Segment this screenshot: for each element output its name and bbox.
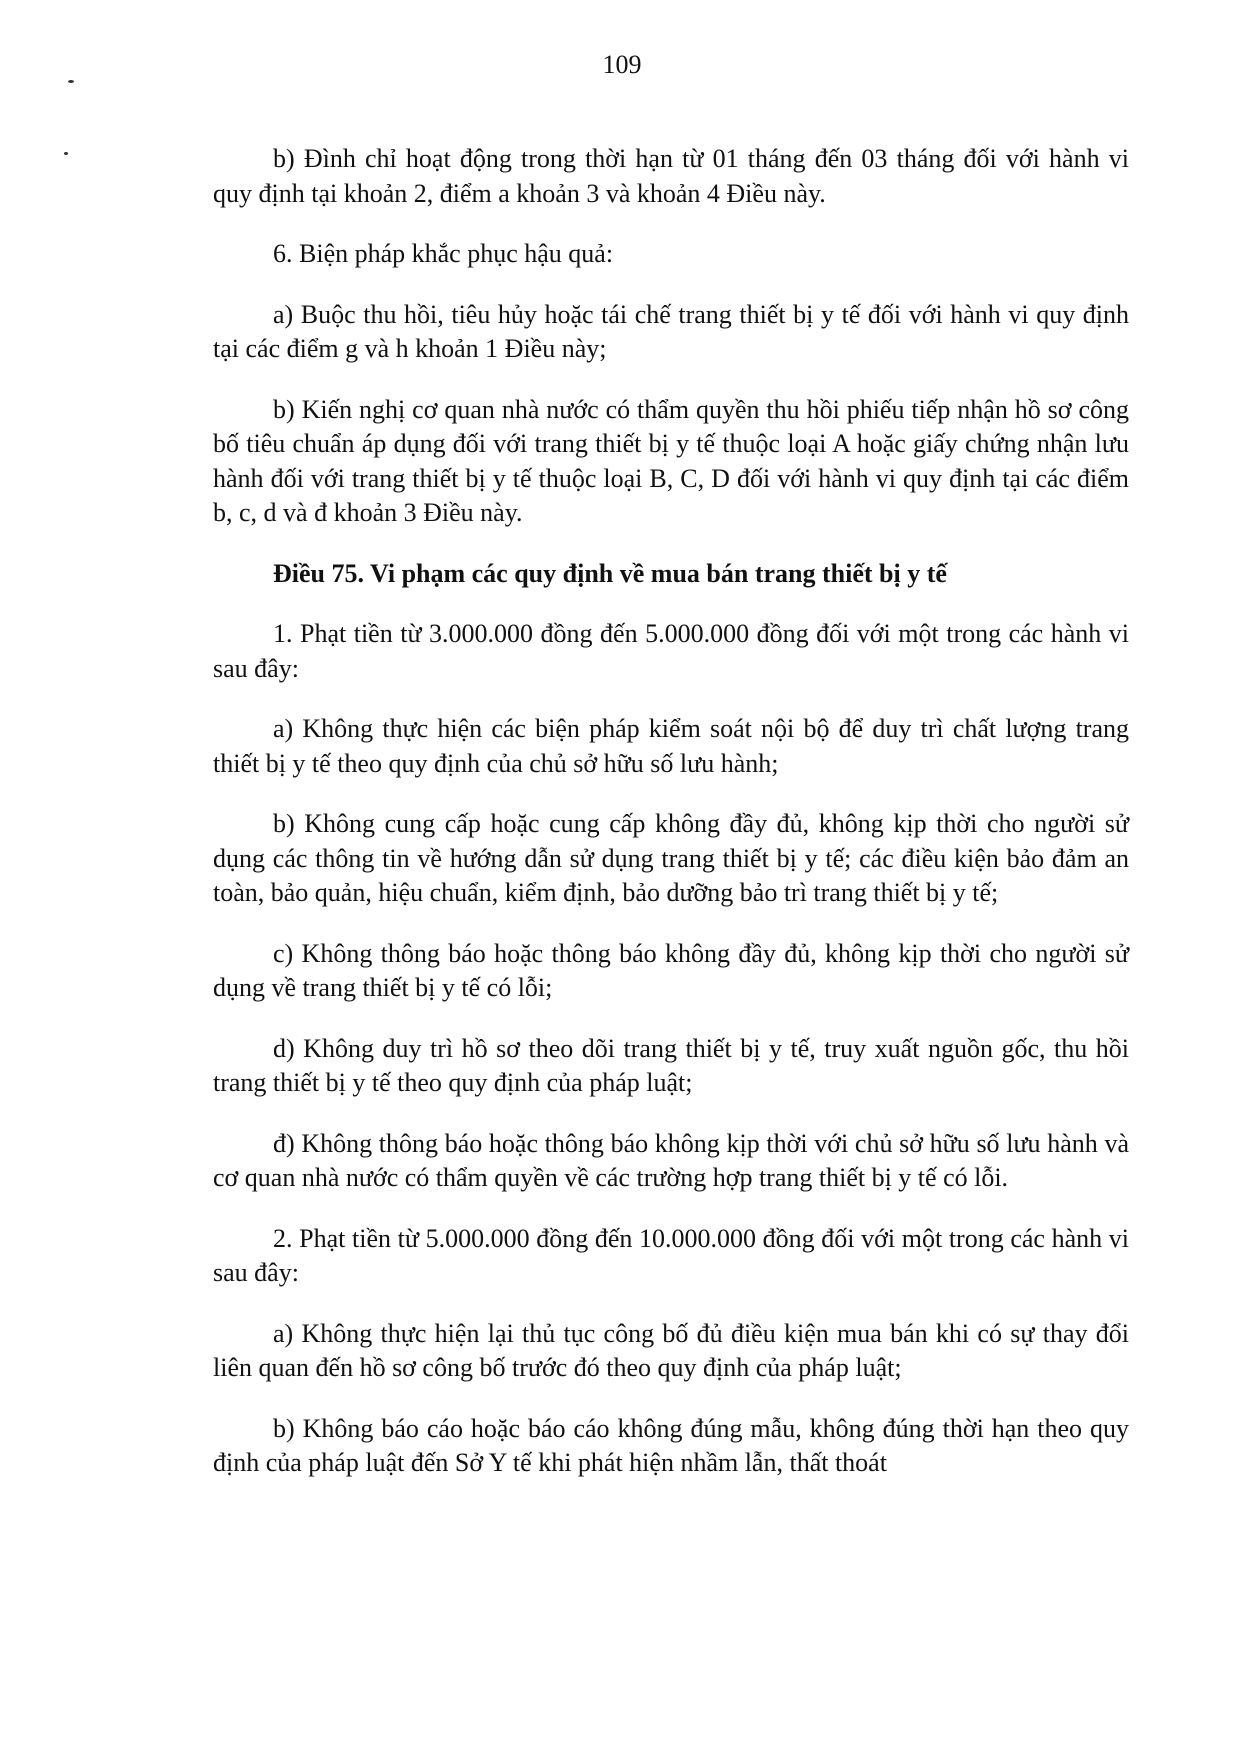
scan-speck	[68, 80, 74, 83]
paragraph-remedial-measures: 6. Biện pháp khắc phục hậu quả:	[273, 239, 614, 268]
paragraph-clause-2b: b) Không báo cáo hoặc báo cáo không đúng mẫu, không đúng thời hạn theo quy định của pháp luật đến Sở Y tế khi phát hiện nhầm lẫn, thất thoát	[213, 1413, 1129, 1477]
paragraph-remedial-b: b) Kiến nghị cơ quan nhà nước có thẩm quyền thu hồi phiếu tiếp nhận hồ sơ công bố tiêu chuẩn áp dụng đối với trang thiết bị y tế thuộc loại A hoặc giấy chứng nhận lưu hành đối với trang thiết bị y tế thuộc loại B, C, D đối với hành vi quy định tại các điểm b, c, d và đ khoản 3 Điều này.	[213, 394, 1129, 527]
paragraph-clause-2: 2. Phạt tiền từ 5.000.000 đồng đến 10.000.000 đồng đối với một trong các hành vi sau đây:	[213, 1223, 1129, 1287]
paragraph-clause-1c: c) Không thông báo hoặc thông báo không đầy đủ, không kịp thời cho người sử dụng về trang thiết bị y tế có lỗi;	[213, 938, 1129, 1002]
document-body	[213, 142, 1129, 1507]
scan-speck	[64, 152, 68, 155]
paragraph-clause-1dd: đ) Không thông báo hoặc thông báo không kịp thời với chủ sở hữu số lưu hành và cơ quan nhà nước có thẩm quyền về các trường hợp trang thiết bị y tế có lỗi.	[213, 1128, 1129, 1192]
paragraph-clause-1: 1. Phạt tiền từ 3.000.000 đồng đến 5.000.000 đồng đối với một trong các hành vi sau đây:	[213, 619, 1129, 683]
paragraph-remedial-a: a) Buộc thu hồi, tiêu hủy hoặc tái chế trang thiết bị y tế đối với hành vi quy định tại các điểm g và h khoản 1 Điều này;	[213, 299, 1129, 363]
page-number: 109	[602, 50, 642, 79]
paragraph-suspension: b) Đình chỉ hoạt động trong thời hạn từ 01 tháng đến 03 tháng đối với hành vi quy định tại khoản 2, điểm a khoản 3 và khoản 4 Điều này.	[213, 144, 1129, 208]
paragraph-clause-1a: a) Không thực hiện các biện pháp kiểm soát nội bộ để duy trì chất lượng trang thiết bị y tế theo quy định của chủ sở hữu số lưu hành;	[213, 714, 1129, 778]
paragraph-clause-2a: a) Không thực hiện lại thủ tục công bố đủ điều kiện mua bán khi có sự thay đổi liên quan đến hồ sơ công bố trước đó theo quy định của pháp luật;	[213, 1318, 1129, 1382]
paragraph-clause-1d: d) Không duy trì hồ sơ theo dõi trang thiết bị y tế, truy xuất nguồn gốc, thu hồi trang thiết bị y tế theo quy định của pháp luật;	[213, 1033, 1129, 1097]
paragraph-clause-1b: b) Không cung cấp hoặc cung cấp không đầy đủ, không kịp thời cho người sử dụng các thông tin về hướng dẫn sử dụng trang thiết bị y tế; các điều kiện bảo đảm an toàn, bảo quản, hiệu chuẩn, kiểm định, bảo dưỡng bảo trì trang thiết bị y tế;	[213, 809, 1129, 907]
article-heading: Điều 75. Vi phạm các quy định về mua bán trang thiết bị y tế	[273, 558, 947, 588]
